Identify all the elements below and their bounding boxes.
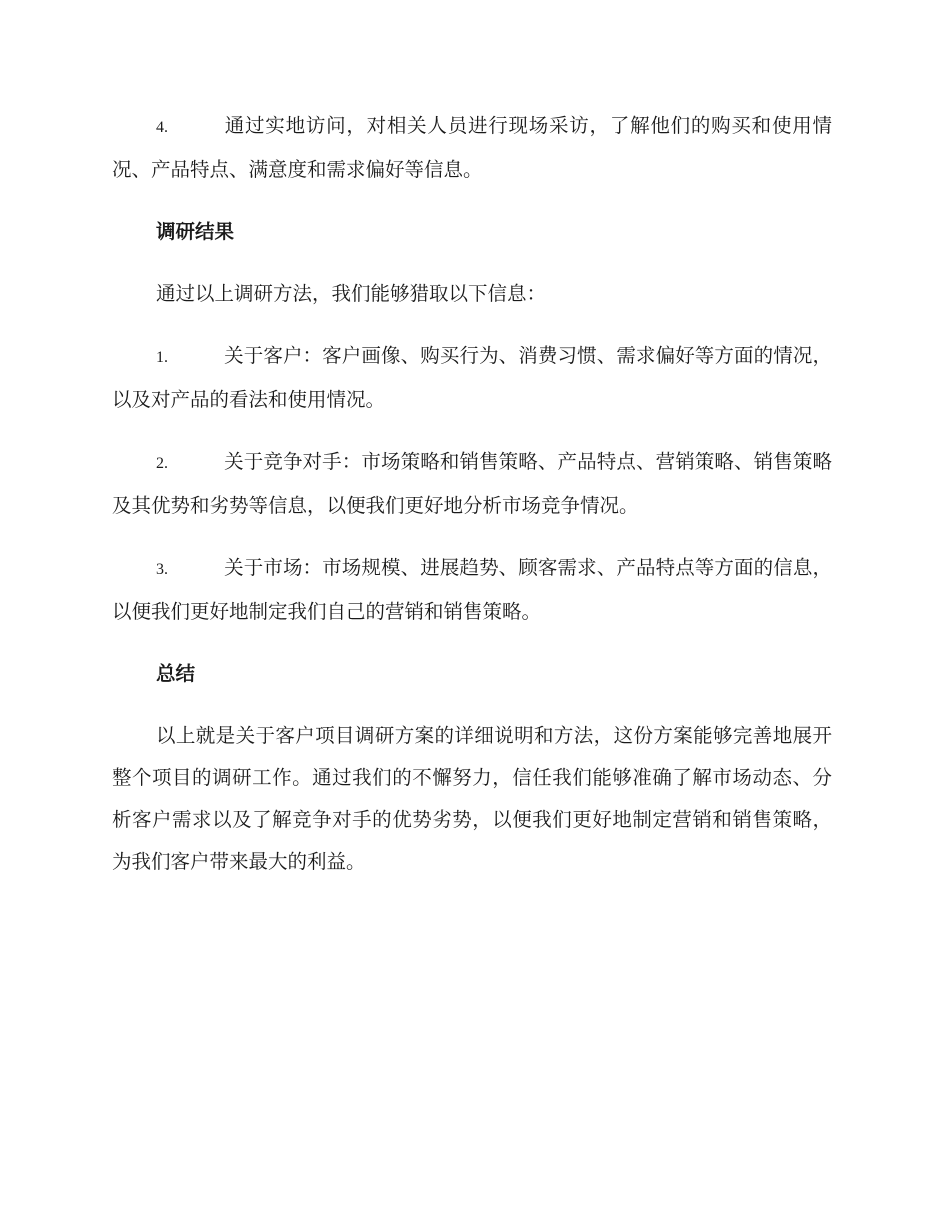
list-item-text: 通过实地访问，对相关人员进行现场采访，了解他们的购买和使用情况、产品特点、满意度和需求偏好等信息。	[112, 114, 832, 181]
results-intro: 通过以上调研方法，我们能够猎取以下信息：	[156, 282, 547, 305]
results-heading: 调研结果	[156, 220, 235, 243]
summary-body: 以上就是关于客户项目调研方案的详细说明和方法，这份方案能够完善地展开整个项目的调研工作。通过我们的不懈努力，信任我们能够准确了解市场动态、分析客户需求以及了解竞争对手的优势劣势，以便我们更好地制定营销和销售策略，为我们客户带来最大的利益。	[112, 724, 832, 873]
list-item-4	[112, 105, 832, 191]
list-item-2	[112, 441, 832, 527]
list-item-3	[112, 547, 832, 633]
list-number: 1.	[156, 349, 168, 366]
list-number: 3.	[156, 561, 168, 578]
list-item-text: 关于客户：客户画像、购买行为、消费习惯、需求偏好等方面的情况，以及对产品的看法和使用情况。	[112, 344, 832, 411]
summary-heading: 总结	[156, 662, 196, 685]
list-number: 2.	[156, 455, 168, 472]
list-item-text: 关于市场：市场规模、进展趋势、顾客需求、产品特点等方面的信息，以便我们更好地制定我们自己的营销和销售策略。	[112, 556, 832, 623]
list-item-1	[112, 335, 832, 421]
list-item-text: 关于竞争对手：市场策略和销售策略、产品特点、营销策略、销售策略及其优势和劣势等信息，以便我们更好地分析市场竞争情况。	[112, 450, 832, 517]
list-number: 4.	[156, 119, 168, 136]
document-page	[112, 105, 832, 903]
